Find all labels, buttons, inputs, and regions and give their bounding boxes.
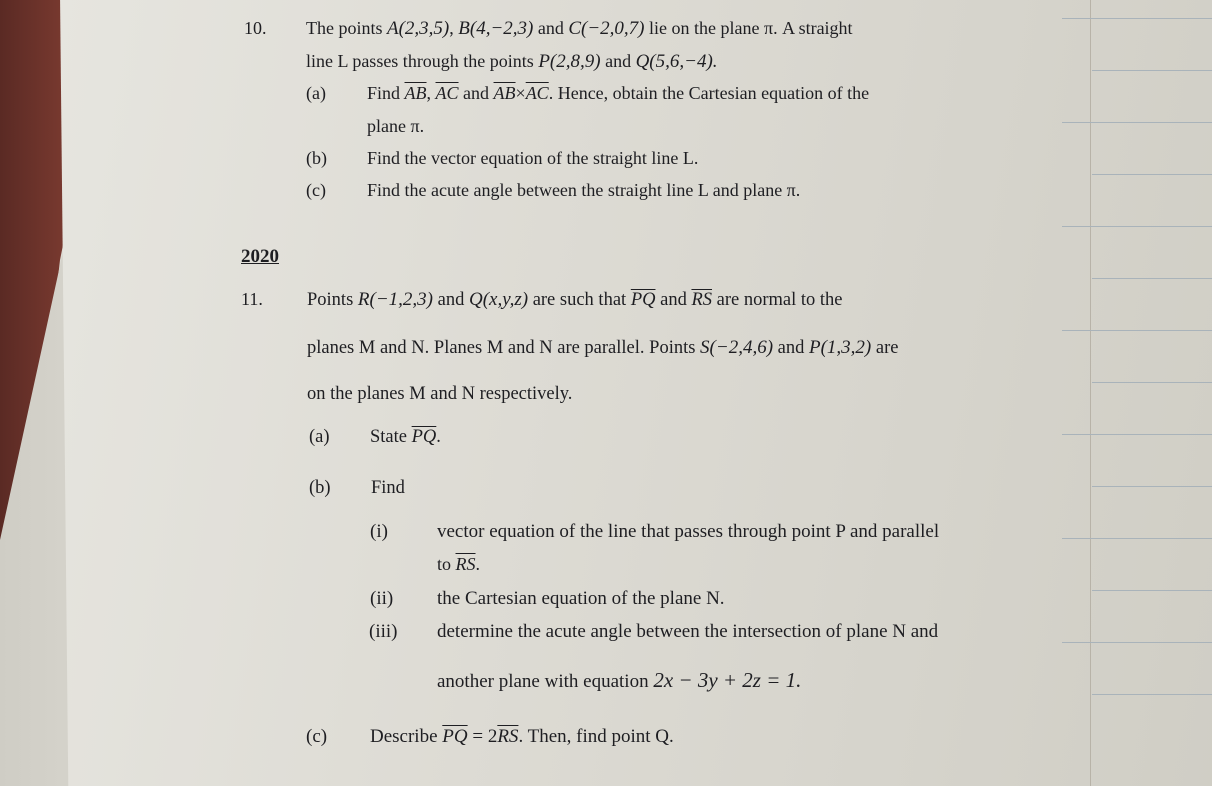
q11-c-text: Describe $\overline{PQ} = 2\overline{RS}$. Then, find point Q. (370, 726, 674, 747)
q11-bi-label: (i) (370, 521, 388, 542)
notebook-rule-line (1092, 70, 1212, 71)
notebook-rule-line (1062, 330, 1212, 331)
q10-c-label: (c) (306, 180, 326, 200)
q10-c-text: Find the acute angle between the straight line L and plane π. (367, 180, 801, 200)
notebook-rule-line (1062, 434, 1212, 435)
notebook-rule-line (1062, 18, 1212, 19)
q10-stem-line1: The points A(2,3,5), B(4,−2,3) and C(−2,0,7) lie on the plane π. A straight (306, 18, 853, 39)
q11-stem-line1: Points R(−1,2,3) and Q(x,y,z) are such that $\overline{PQ}$ and $\overline{RS}$ are normal to the (307, 289, 843, 310)
q11-bi-text-line2: to $\overline{RS}$. (437, 554, 481, 574)
q10-a-text: Find $\overline{AB}$, $\overline{AC}$ and $\overline{AB}\times\overline{AC}$. Hence, obtain the Cartesian equation of the (367, 83, 870, 103)
notebook-rule-line (1092, 590, 1212, 591)
q11-b-text: Find (371, 478, 405, 498)
notebook-rule-line (1062, 226, 1212, 227)
q11-biii-text: determine the acute angle between the intersection of plane N and (437, 621, 939, 642)
notebook-margin-line (1090, 0, 1091, 786)
notebook-rule-line (1092, 694, 1212, 695)
q11-bi-text: vector equation of the line that passes through point P and parallel (437, 521, 940, 542)
q11-c-label: (c) (306, 726, 328, 747)
q11-biii-label: (iii) (369, 621, 398, 642)
q11-biii-text-line2: another plane with equation 2x − 3y + 2z = 1. (437, 668, 802, 692)
q11-stem-line2: planes M and N. Planes M and N are parallel. Points S(−2,4,6) and P(1,3,2) are (307, 337, 899, 358)
q11-stem-line3: on the planes M and N respectively. (307, 384, 573, 404)
q11-a-label: (a) (309, 427, 330, 447)
q10-stem-line2: line L passes through the points P(2,8,9) and Q(5,6,−4). (306, 51, 718, 72)
exam-paper (60, 0, 1212, 786)
q10-a-text-line2: plane π. (367, 116, 425, 136)
q10-number: 10. (244, 18, 267, 38)
q11-b-label: (b) (309, 478, 331, 498)
notebook-rule-line (1092, 486, 1212, 487)
q10-a-label: (a) (306, 83, 326, 103)
q11-bii-label: (ii) (370, 588, 394, 609)
notebook-rule-line (1062, 642, 1212, 643)
q11-bii-text: the Cartesian equation of the plane N. (437, 588, 725, 609)
notebook-rule-line (1062, 538, 1212, 539)
notebook-edge (1062, 0, 1212, 786)
year-heading: 2020 (241, 246, 279, 267)
notebook-rule-line (1092, 174, 1212, 175)
q10-b-label: (b) (306, 148, 327, 168)
notebook-rule-line (1062, 122, 1212, 123)
notebook-rule-line (1092, 278, 1212, 279)
q11-number: 11. (241, 289, 263, 309)
q10-b-text: Find the vector equation of the straight line L. (367, 148, 699, 168)
notebook-rule-line (1092, 382, 1212, 383)
q11-a-text: State $\overline{PQ}$. (370, 427, 441, 447)
